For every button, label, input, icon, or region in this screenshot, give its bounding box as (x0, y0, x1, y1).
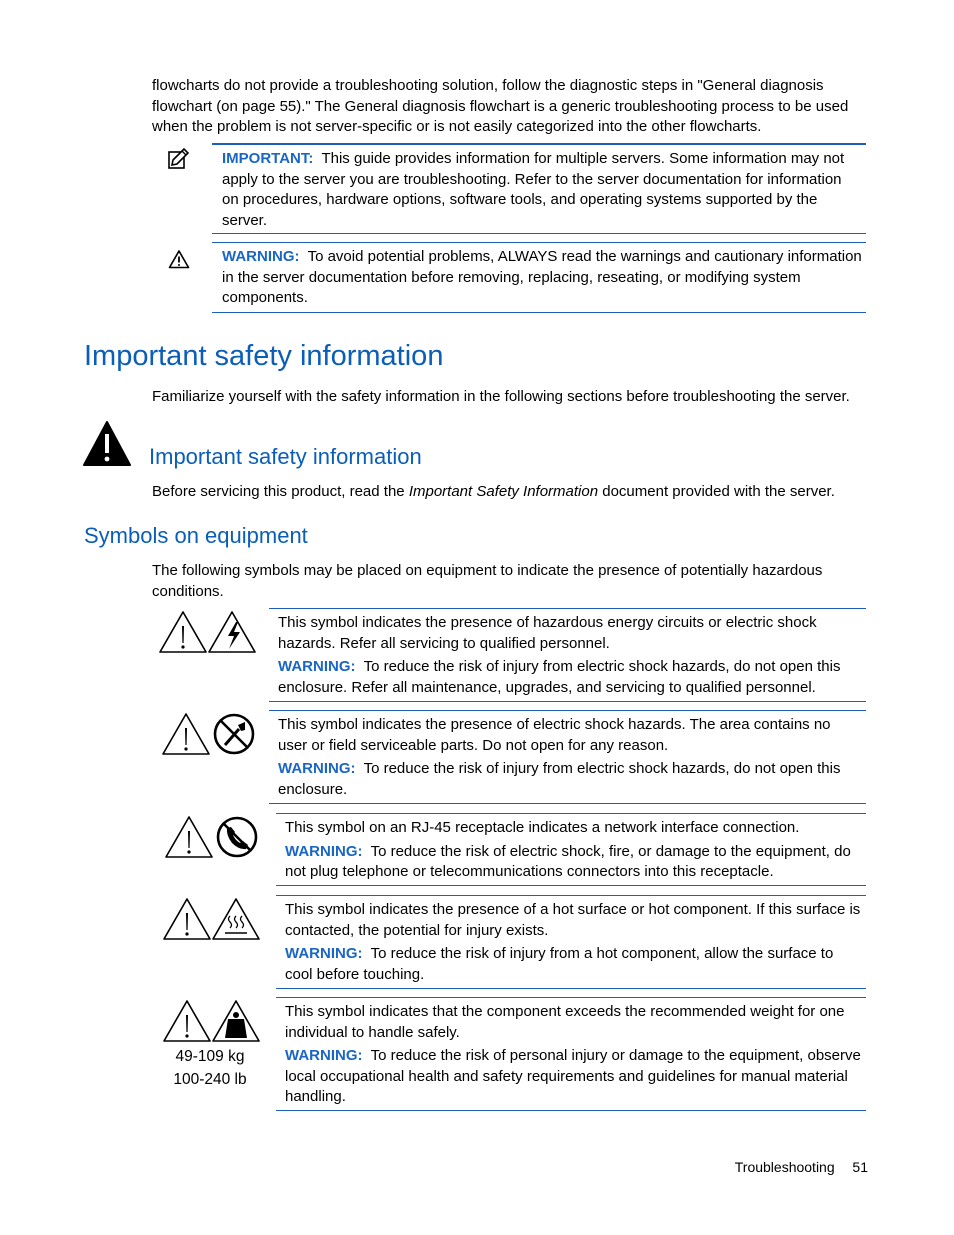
hot-surface-icon (162, 897, 262, 941)
symbol-warning-text: To reduce the risk of injury from a hot component, allow the surface to cool before touching. (285, 945, 834, 983)
warning-note-icon (168, 249, 190, 269)
symbols-title: Symbols on equipment (84, 523, 308, 548)
weight-kg: 49-109 kg (175, 1048, 245, 1065)
symbol-item (285, 818, 863, 883)
symbol-item (278, 613, 863, 698)
symbol-description: This symbol indicates the presence of a hot surface or hot component. If this surface is contacted, the potential for injury exists. (285, 901, 861, 939)
symbol-rule (276, 895, 866, 896)
symbol-warning-label: WARNING: (285, 1047, 363, 1064)
symbol-rule (269, 701, 866, 702)
document-name: Important Safety Information (408, 483, 599, 500)
symbol-rule (276, 885, 866, 886)
no-telephone-icon (164, 815, 260, 859)
symbol-description: This symbol indicates that the component exceeds the recommended weight for one individual to handle safely. (285, 1003, 845, 1041)
warning-label: WARNING: (222, 248, 300, 265)
note-rule (212, 242, 866, 243)
important-text: This guide provides information for multiple servers. Some information may not apply to the server you are troubleshooting. Refer to the server documentation for information on procedures, hardware options, software tools, and operating systems supported by the server. (222, 150, 845, 229)
symbol-description: This symbol on an RJ-45 receptacle indicates a network interface connection. (285, 819, 800, 836)
symbol-description: This symbol indicates the presence of hazardous energy circuits or electric shock hazards. Refer all servicing to qualified personnel. (278, 614, 817, 652)
subsection-title: Important safety information (149, 444, 422, 469)
symbol-item (285, 900, 863, 985)
symbol-warning-label: WARNING: (278, 658, 356, 675)
symbol-warning-text: To reduce the risk of electric shock, fire, or damage to the equipment, do not plug telephone or telecommunications connectors into this receptacle. (285, 842, 851, 880)
symbols-intro: The following symbols may be placed on equipment to indicate the presence of potentially hazardous conditions. (152, 562, 823, 600)
page-footer (735, 1159, 868, 1175)
symbol-warning-label: WARNING: (285, 842, 363, 860)
symbol-rule (269, 803, 866, 804)
caution-triangle-icon (83, 421, 131, 466)
symbol-warning-label: WARNING: (285, 945, 363, 962)
symbol-rule (276, 1110, 866, 1111)
symbol-item (278, 715, 863, 800)
symbol-warning-text: To reduce the risk of injury from electric shock hazards, do not open this enclosure. Refer all maintenance, upgrades, and servicing to qualified personnel. (278, 658, 841, 696)
symbol-item (285, 1002, 863, 1108)
symbol-rule (269, 710, 866, 711)
note-top-rule (212, 143, 866, 145)
weight-range (160, 1045, 260, 1091)
important-label: IMPORTANT: (222, 150, 314, 167)
no-service-icon (161, 712, 257, 756)
page-number: 51 (852, 1159, 868, 1175)
warning-text: To avoid potential problems, ALWAYS read the warnings and cautionary information in the server documentation before removing, replacing, reseating, or modifying system components. (222, 248, 862, 306)
warning-note (222, 247, 862, 309)
section-intro: Familiarize yourself with the safety information in the following sections before troubleshooting the server. (152, 388, 850, 405)
footer-section: Troubleshooting (734, 1159, 835, 1175)
symbol-warning-text: To reduce the risk of injury from electric shock hazards, do not open this enclosure. (278, 760, 841, 798)
section-title: Important safety information (84, 340, 444, 372)
symbol-rule (276, 997, 866, 998)
heavy-weight-icon (162, 999, 262, 1043)
important-note (222, 149, 862, 231)
symbol-warning-label: WARNING: (278, 760, 356, 777)
note-rule (212, 233, 866, 234)
subsection-text: Before servicing this product, read the Important Safety Information document provided with the server. (152, 483, 835, 500)
important-note-icon (167, 147, 191, 171)
symbol-rule (276, 988, 866, 989)
electric-shock-icon (158, 610, 258, 654)
symbol-rule (269, 608, 866, 609)
symbol-rule (276, 813, 866, 814)
symbol-warning-text: To reduce the risk of personal injury or damage to the equipment, observe local occupational health and safety requirements and guidelines for manual material handling. (285, 1047, 861, 1105)
symbol-description: This symbol indicates the presence of electric shock hazards. The area contains no user or field serviceable parts. Do not open for any reason. (278, 716, 831, 754)
intro-paragraph: flowcharts do not provide a troubleshooting solution, follow the diagnostic steps in "General diagnosis flowchart (on page 55)." The General diagnosis flowchart is a generic troubleshooting process to be used when the problem is not server-specific or is not easily categorized into the other flowcharts. (152, 77, 849, 135)
weight-lb: 100-240 lb (173, 1071, 247, 1088)
note-bottom-rule (212, 312, 866, 313)
